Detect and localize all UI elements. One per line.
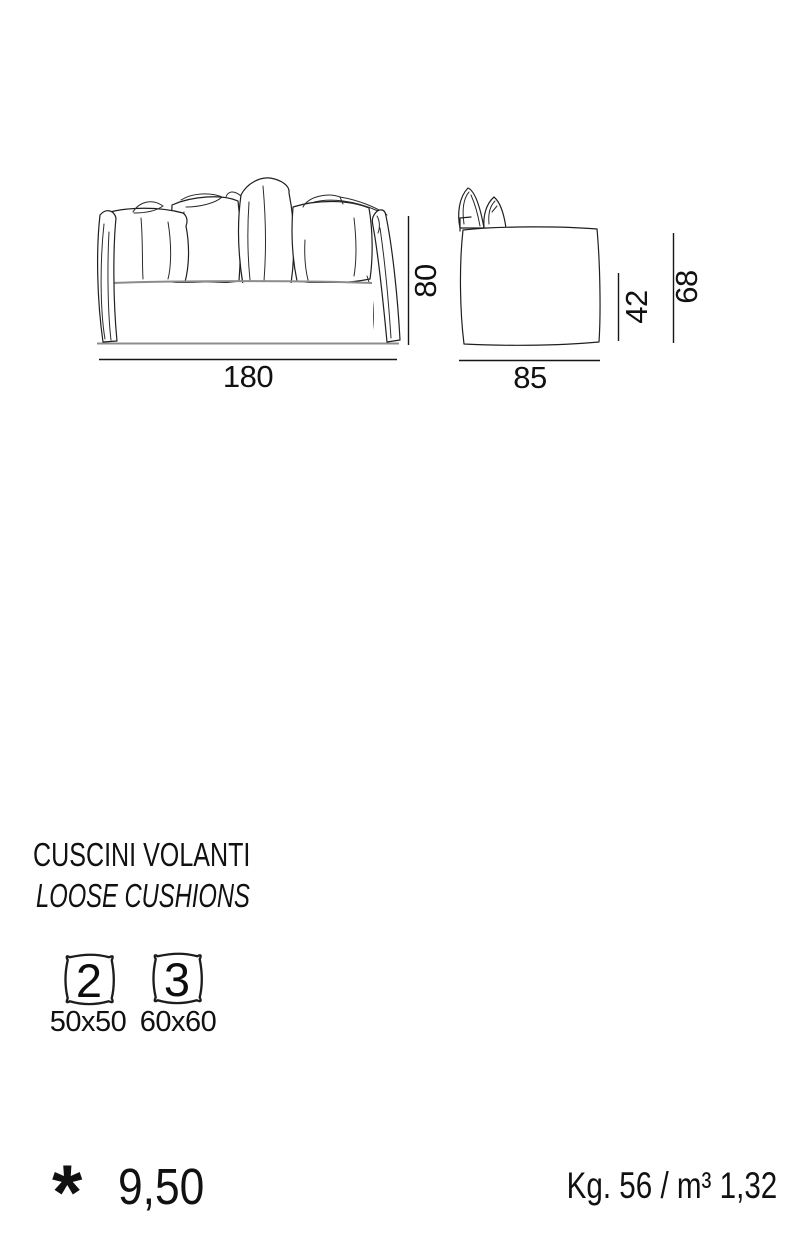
cushions-title-italian: CUSCINI VOLANTI xyxy=(33,836,251,873)
cushion-count: 2 xyxy=(75,954,103,1007)
weight-volume-label: Kg. 56 / m³ 1,32 xyxy=(566,1165,777,1206)
side-view-sketch xyxy=(459,188,600,345)
side-depth-label: 85 xyxy=(513,360,547,395)
cushion-count: 3 xyxy=(163,953,191,1006)
front-view-sketch xyxy=(97,178,400,344)
cushion-size-label: 60x60 xyxy=(139,1006,217,1038)
sofa-technical-drawing xyxy=(0,0,808,420)
front-width-label: 180 xyxy=(222,359,274,394)
cushion-icon-60x60 xyxy=(148,950,206,1007)
back-height-label: 68 xyxy=(669,270,704,304)
cushion-size-label: 50x50 xyxy=(49,1006,127,1038)
cushion-icon-50x50 xyxy=(60,951,118,1008)
footer-value: 9,50 xyxy=(118,1158,205,1215)
seat-height-label: 42 xyxy=(619,290,654,324)
footnote-asterisk: * xyxy=(52,1148,83,1236)
front-height-label: 80 xyxy=(408,264,443,298)
cushions-title-english: LOOSE CUSHIONS xyxy=(36,877,250,914)
